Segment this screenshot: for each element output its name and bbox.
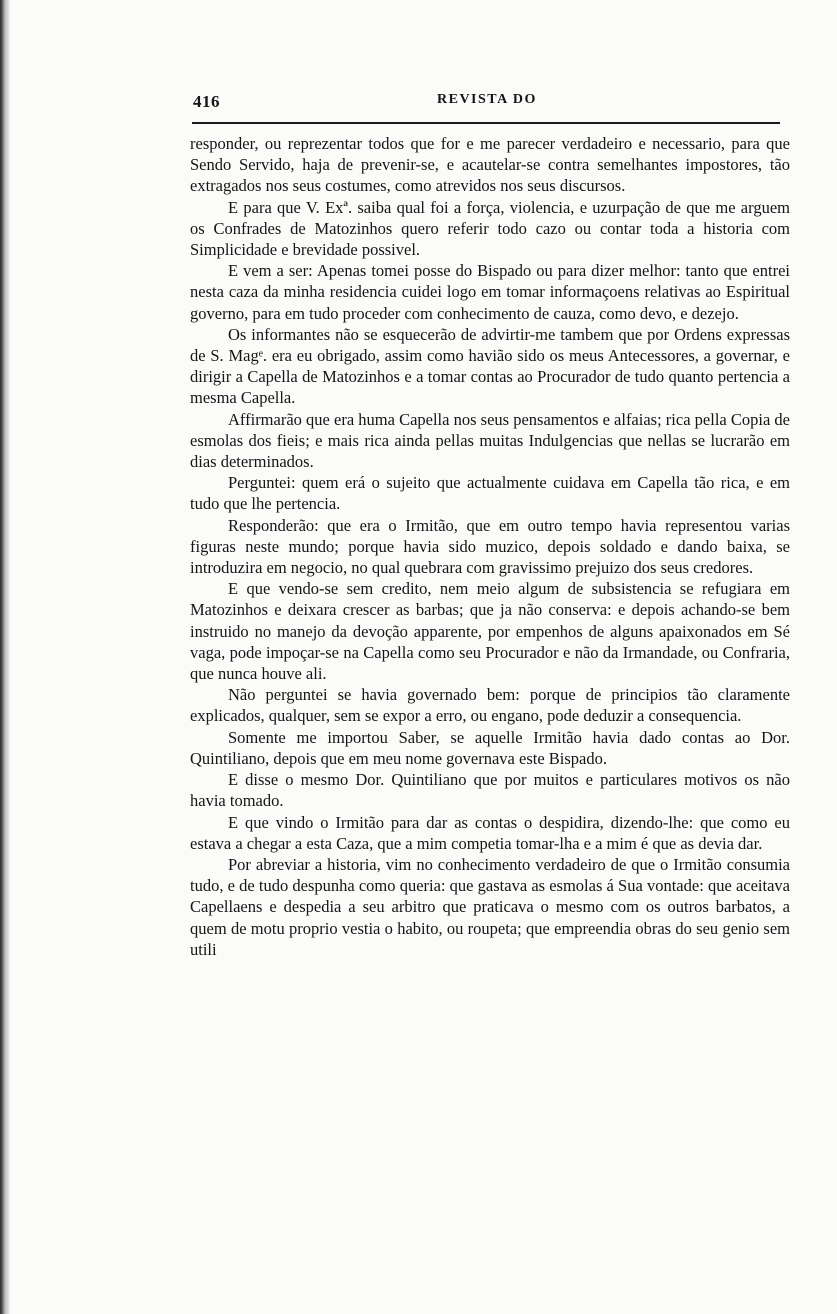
paragraph: E vem a ser: Apenas tomei posse do Bispado ou para dizer melhor: tanto que entrei nesta caza da minha residencia cuidei logo em tomar informaçoens relativas ao Espiritual governo, para em tudo proceder com conhecimento de cauza, como devo, e dezejo.: [190, 261, 790, 323]
paragraph: E que vendo-se sem credito, nem meio algum de subsistencia se refugiara em Matozinhos e deixara crescer as barbas; que ja não conserva: e depois achando-se bem instruido no manejo da devoção apparente, por empenhos de alguns apaixonados em Sé vaga, pode impoçar-se na Capella como seu Procurador e não da Irmandade, ou Confraria, que nunca houve ali.: [190, 579, 790, 684]
paragraph: Responderão: que era o Irmitão, que em outro tempo havia representou varias figuras neste mundo; porque havia sido muzico, depois soldado e dando baixa, se introduzira em negocio, no qual quebrara com gravissimo prejuizo dos seus credores.: [190, 515, 790, 578]
paragraph: Não perguntei se havia governado bem: porque de principios tão claramente explicados, qualquer, sem se expor a erro, ou engano, pode deduzir a consequencia.: [190, 685, 790, 726]
page-number: 416: [193, 92, 220, 111]
paragraph: Affirmarão que era huma Capella nos seus pensamentos e alfaias; rica pella Copia de esmolas dos fieis; e mais rica ainda pellas muitas Indulgencias que nellas se lucrarão em dias determinados.: [190, 409, 790, 472]
paragraph: Somente me importou Saber, se aquelle Irmitão havia dado contas ao Dor. Quintiliano, depois que em meu nome governava este Bispado.: [190, 727, 790, 768]
paragraph: E para que V. Exª. saiba qual foi a força, violencia, e uzurpação de que me arguem os Confrades de Matozinhos quero referir todo cazo ou contar toda a historia com Simplicidade e brevidade possivel.: [190, 197, 790, 260]
paragraph: Perguntei: quem erá o sujeito que actualmente cuidava em Capella tão rica, e em tudo que lhe pertencia.: [190, 473, 790, 514]
running-title: REVISTA DO: [437, 92, 537, 107]
header-rule: [192, 122, 780, 124]
paragraph: E disse o mesmo Dor. Quintiliano que por muitos e particulares motivos os não havia tomado.: [190, 770, 790, 811]
paragraph: responder, ou reprezentar todos que for e me parecer verdadeiro e necessario, para que Sendo Servido, haja de prevenir-se, e acautelar-se contra semelhantes impostores, tão extragados nos seus costumes, como atrevidos nos seus discursos.: [190, 134, 790, 196]
paragraph: Por abreviar a historia, vim no conhecimento verdadeiro de que o Irmitão consumia tudo, e de tudo despunha como queria: que gastava as esmolas á Sua vontade: que aceitava Capellaens e despedia a seu arbitro que praticava o mesmo com os outros barbatos, a quem de motu proprio vestia o habito, ou roupeta; que empreendia obras do seu genio sem utili: [190, 854, 790, 959]
page-header: [193, 92, 780, 116]
page-binding-edge: [0, 0, 10, 1314]
paragraph: Os informantes não se esquecerão de advirtir-me tambem que por Ordens expressas de S. Magᵉ. era eu obrigado, assim como havião sido os meus Antecessores, a governar, e dirigir a Capella de Matozinhos e a tomar contas ao Procurador de tudo quanto pertencia a mesma Capella.: [190, 324, 790, 408]
paragraph: E que vindo o Irmitão para dar as contas o despidira, dizendo-lhe: que como eu estava a chegar a esta Caza, que a mim competia tomar-lha e a mim é que as devia dar.: [190, 812, 790, 853]
body-text: [190, 133, 790, 960]
